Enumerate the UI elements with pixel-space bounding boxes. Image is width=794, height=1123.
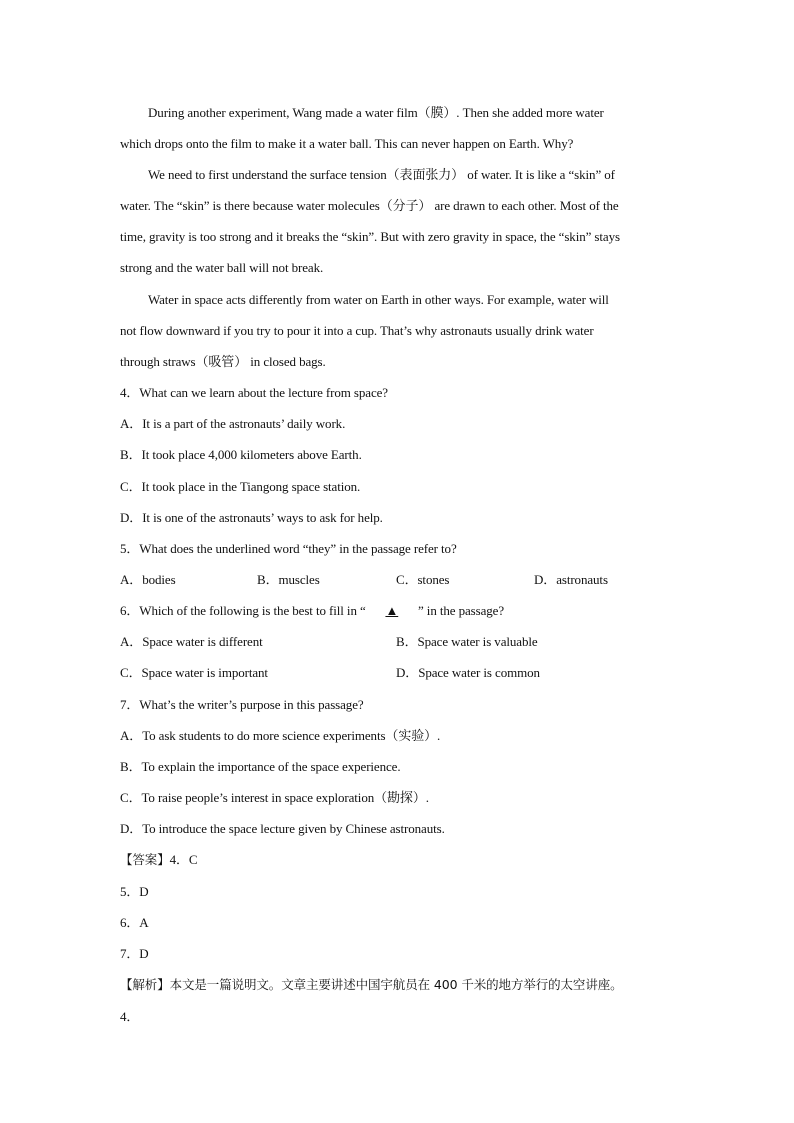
question-5-option-d: D．astronauts [534,572,608,587]
passage-p1-line1: During another experiment, Wang made a water film（膜）. Then she added more water [148,105,604,120]
question-6-option-b: B．Space water is valuable [396,634,538,649]
question-4-option-b: B．It took place 4,000 kilometers above Earth. [120,447,362,462]
question-7-option-d: D．To introduce the space lecture given by Chinese astronauts. [120,821,445,836]
passage-p3-line3: through straws（吸管） in closed bags. [120,354,326,369]
analysis-line [120,977,680,993]
question-4-option-a: A．It is a part of the astronauts’ daily work. [120,416,346,431]
answer-5: 5．D [120,884,149,899]
answer-7: 7．D [120,946,149,961]
question-4-stem: 4．What can we learn about the lecture from space? [120,385,388,400]
analysis-label: 【解析】 [120,977,170,992]
question-5-option-b: B．muscles [257,572,320,587]
analysis-next-item: 4． [120,1009,140,1024]
question-7-stem: 7．What’s the writer’s purpose in this passage? [120,697,364,712]
question-7-option-b: B．To explain the importance of the space experience. [120,759,401,774]
analysis-text: 本文是一篇说明文。文章主要讲述中国宇航员在 400 千米的地方举行的太空讲座。 [169,977,623,992]
question-5-stem: 5．What does the underlined word “they” in the passage refer to? [120,541,457,556]
question-5-option-c: C．stones [396,572,450,587]
passage-p2-line2: water. The “skin” is there because water molecules（分子） are drawn to each other. Most of the [120,198,619,213]
question-6-option-a: A．Space water is different [120,634,263,649]
passage-p3-line2: not flow downward if you try to pour it into a cup. That’s why astronauts usually drink water [120,323,594,338]
question-6-stem [120,603,680,619]
question-6-option-d: D．Space water is common [396,665,540,680]
question-6-stem-post: ” in the passage? [417,603,504,618]
passage-p2-line3: time, gravity is too strong and it breaks the “skin”. But with zero gravity in space, the “skin” stays [120,229,620,244]
passage-p2-line4: strong and the water ball will not break. [120,260,324,275]
answer-6: 6．A [120,915,149,930]
question-5-option-a: A．bodies [120,572,176,587]
answer-label: 【答案】 [120,852,170,867]
answer-4: 4．C [169,852,198,867]
question-4-option-c: C．It took place in the Tiangong space station. [120,479,361,494]
passage-p2-line1: We need to first understand the surface tension（表面张力） of water. It is like a “skin” of [148,167,615,182]
question-7-option-a: A．To ask students to do more science experiments（实验）. [120,728,441,743]
question-4-option-d: D．It is one of the astronauts’ ways to ask for help. [120,510,383,525]
blank-marker: ▲ [385,603,399,618]
question-6-stem-pre: 6．Which of the following is the best to fill in “ [120,603,366,618]
question-6-option-c: C．Space water is important [120,665,268,680]
question-7-option-c: C．To raise people’s interest in space exploration（勘探）. [120,790,429,805]
passage-p1-line2: which drops onto the film to make it a water ball. This can never happen on Earth. Why? [120,136,574,151]
answer-block [120,852,680,868]
passage-p3-line1: Water in space acts differently from water on Earth in other ways. For example, water will [148,292,609,307]
